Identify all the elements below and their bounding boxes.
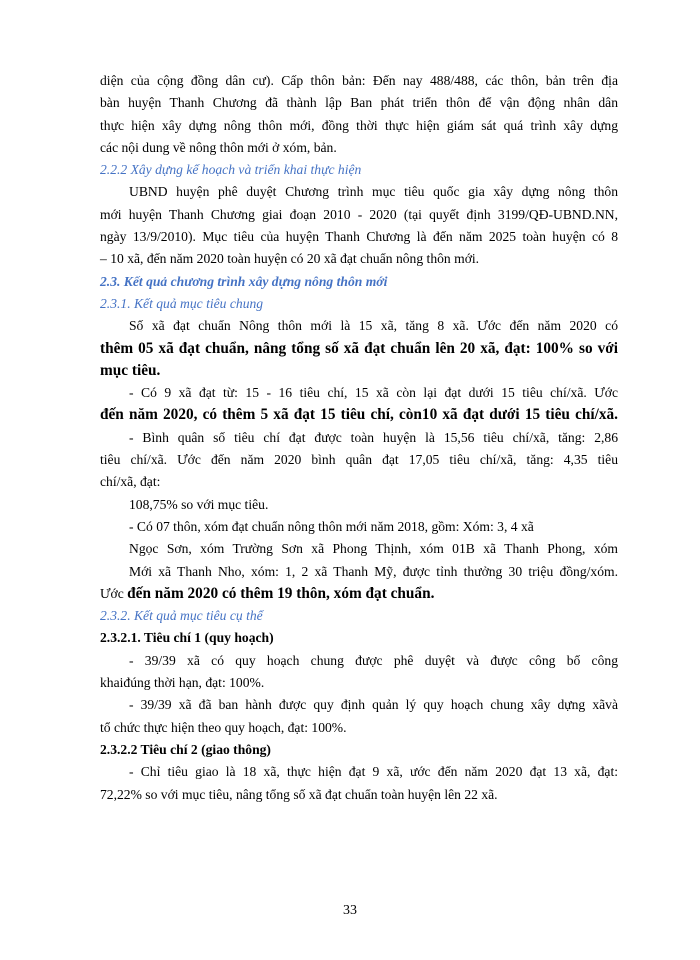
text-line: bàn huyện Thanh Chương đã thành lập Ban phát triển thôn để vận động nhân dân <box>100 95 618 111</box>
page-number: 33 <box>343 903 357 918</box>
text-line-bold: thêm 05 xã đạt chuẩn, nâng tổng số xã đạt chuẩn lên 20 xã, đạt: 100% so với <box>100 339 618 357</box>
text-run-bold: đến năm 2020 có thêm 19 thôn, xóm đạt chuẩn. <box>127 584 435 602</box>
text-line: - Có 07 thôn, xóm đạt chuẩn nông thôn mới năm 2018, gồm: Xóm: 3, 4 xã <box>129 518 534 534</box>
text-line: 108,75% so với mục tiêu. <box>129 496 269 512</box>
text-line-bold: đến năm 2020, có thêm 5 xã đạt 15 tiêu chí, còn10 xã đạt dưới 15 tiêu chí/xã. <box>100 406 618 424</box>
heading-2-3: 2.3. Kết quả chương trình xây dựng nông thôn mới <box>100 273 388 289</box>
heading-2-3-2: 2.3.2. Kết quả mục tiêu cụ thể <box>100 608 263 624</box>
text-line: - Chỉ tiêu giao là 18 xã, thực hiện đạt 9 xã, ước đến năm 2020 đạt 13 xã, đạt: <box>129 764 618 780</box>
heading-2-3-2-2: 2.3.2.2 Tiêu chí 2 (giao thông) <box>100 741 271 757</box>
text-line: - Bình quân số tiêu chí đạt được toàn huyện là 15,56 tiêu chí/xã, tăng: 2,86 <box>129 429 618 445</box>
text-line: – 10 xã, đến năm 2020 toàn huyện có 20 xã đạt chuẩn nông thôn mới. <box>100 251 480 267</box>
document-page <box>100 70 618 806</box>
text-line: diện của cộng đồng dân cư). Cấp thôn bản: Đến nay 488/488, các thôn, bản trên địa <box>100 73 618 88</box>
text-line: ngày 13/9/2010). Mục tiêu của huyện Thanh Chương là đến năm 2025 toàn huyện có 8 <box>100 229 618 245</box>
text-line: chí/xã, đạt: <box>100 474 161 490</box>
text-line: mới huyện Thanh Chương giai đoạn 2010 - 2020 (tại quyết định 3199/QĐ-UBND.NN, <box>100 206 618 222</box>
text-line: tiêu chí/xã. Ước đến năm 2020 bình quân đạt 17,05 tiêu chí/xã, tăng: 4,35 tiêu <box>100 452 618 468</box>
heading-2-2-2: 2.2.2 Xây dựng kế hoạch và triển khai thực hiện <box>100 162 362 178</box>
text-line <box>100 583 618 605</box>
text-line: thực hiện xây dựng nông thôn mới, đồng thời thực hiện giám sát quá trình xây dựng <box>100 117 618 133</box>
text-line-bold: mục tiêu. <box>100 361 161 379</box>
text-line: Mới xã Thanh Nho, xóm: 1, 2 xã Thanh Mỹ, được tỉnh thưởng 30 triệu đồng/xóm. <box>129 563 618 579</box>
text-line: UBND huyện phê duyệt Chương trình mục tiêu quốc gia xây dựng nông thôn <box>129 184 618 200</box>
text-line: - 39/39 xã đã ban hành được quy định quản lý quy hoạch chung xây dựng xãvà <box>129 697 618 713</box>
text-line: tổ chức thực hiện theo quy hoạch, đạt: 100%. <box>100 719 347 735</box>
text-line: Ngọc Sơn, xóm Trường Sơn xã Phong Thịnh, xóm 01B xã Thanh Phong, xóm <box>129 541 618 557</box>
text-line: - Có 9 xã đạt từ: 15 - 16 tiêu chí, 15 xã còn lại đạt dưới 15 tiêu chí/xã. Ước <box>129 385 618 401</box>
heading-2-3-1: 2.3.1. Kết quả mục tiêu chung <box>100 295 264 311</box>
text-line: 72,22% so với mục tiêu, nâng tổng số xã đạt chuẩn toàn huyện lên 22 xã. <box>100 786 498 802</box>
text-line: Số xã đạt chuẩn Nông thôn mới là 15 xã, tăng 8 xã. Ước đến năm 2020 có <box>129 318 618 334</box>
text-line: khaiđúng thời hạn, đạt: 100%. <box>100 675 265 691</box>
text-line: - 39/39 xã có quy hoạch chung được phê duyệt và được công bố công <box>129 652 618 668</box>
heading-2-3-2-1: 2.3.2.1. Tiêu chí 1 (quy hoạch) <box>100 630 274 646</box>
text-run: Ước <box>100 585 128 601</box>
text-line: các nội dung về nông thôn mới ở xóm, bản. <box>100 139 337 155</box>
